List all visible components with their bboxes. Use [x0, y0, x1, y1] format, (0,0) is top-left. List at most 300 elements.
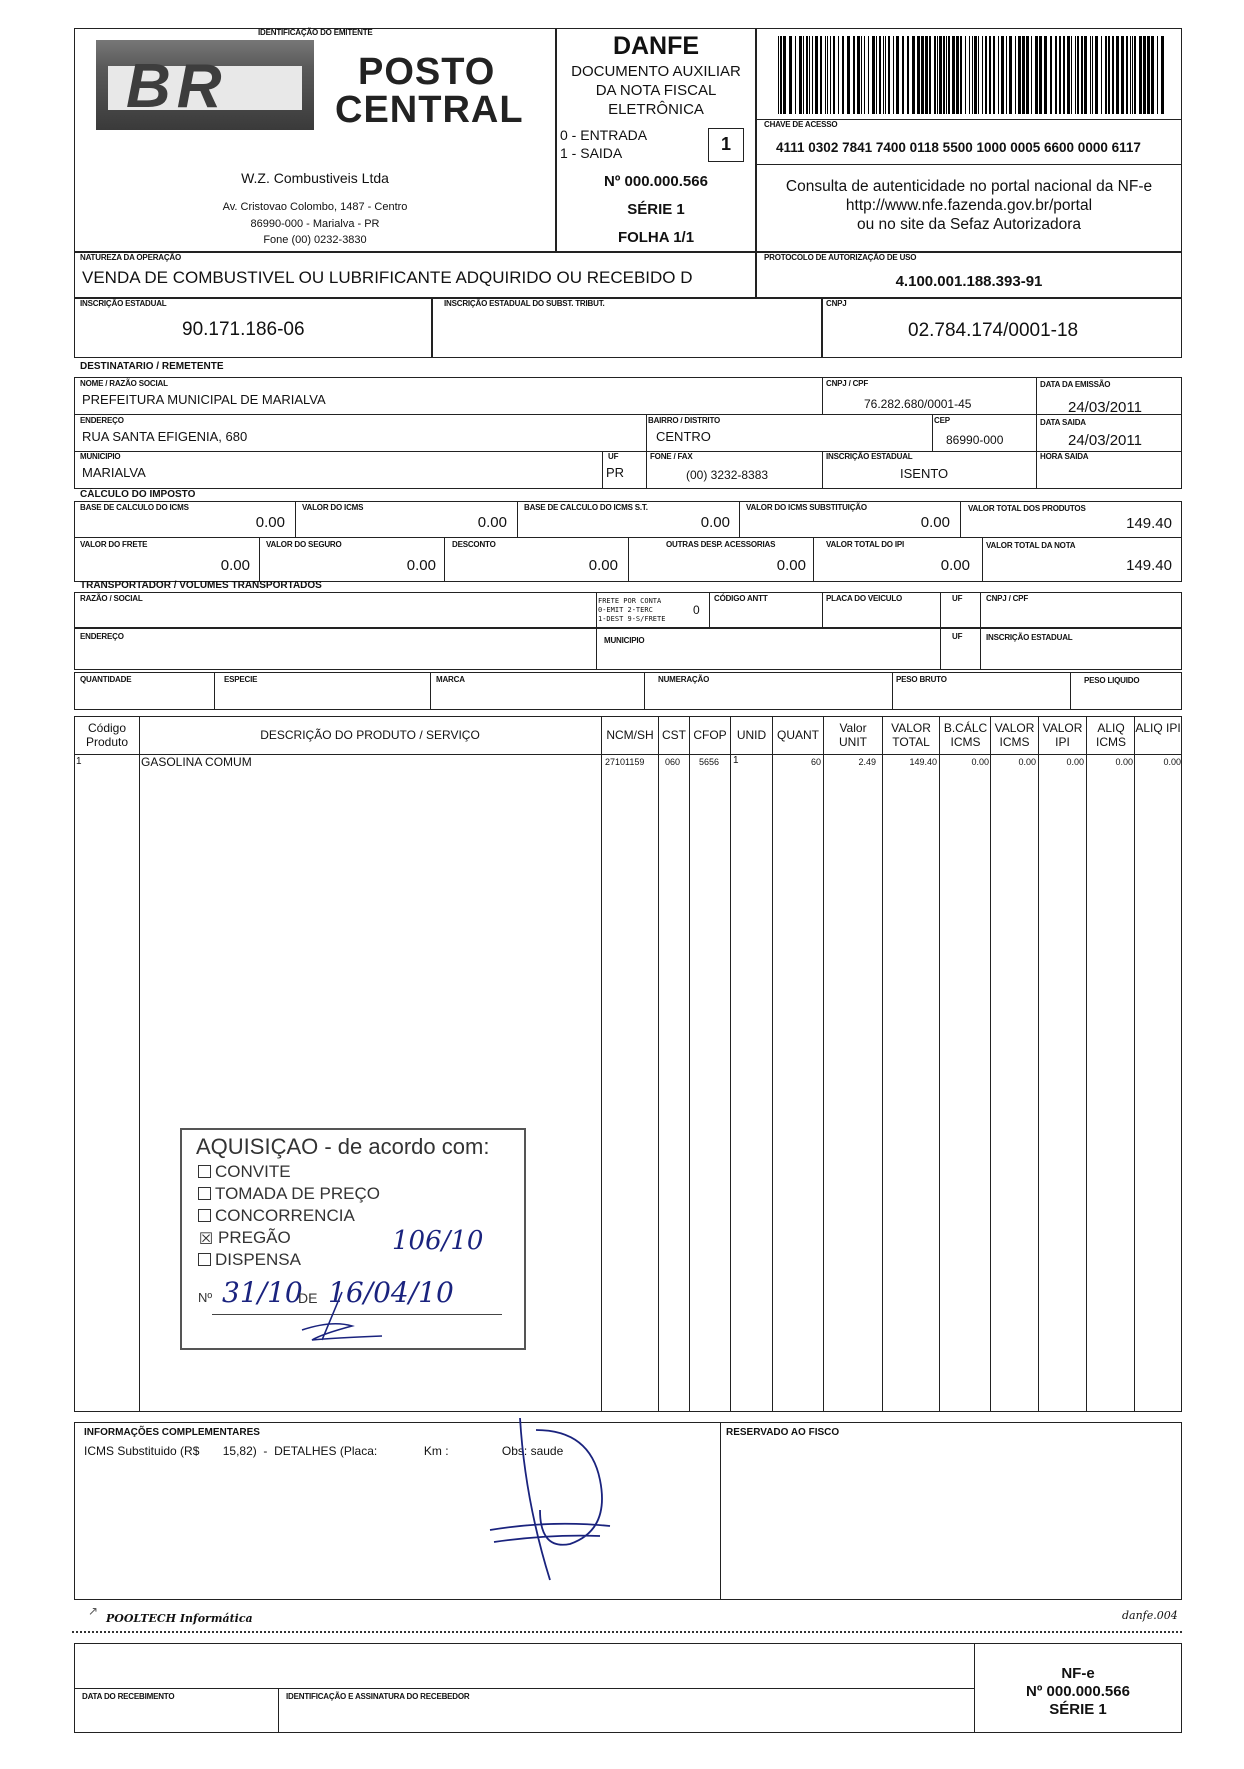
barcode-bar: [907, 36, 909, 114]
barcode-bar: [943, 36, 945, 114]
chave-divider-2: [756, 164, 1182, 165]
th-vipi: VALOR IPI: [1042, 721, 1083, 749]
tr-v9: [892, 672, 893, 710]
ie-label: INSCRIÇÃO ESTADUAL: [80, 299, 167, 308]
transp-liquido-label: PESO LIQUIDO: [1084, 676, 1140, 685]
barcode-bar: [1151, 36, 1154, 114]
emitente-endereco: Av. Cristovao Colombo, 1487 - Centro: [222, 201, 408, 213]
barcode-bar: [998, 36, 999, 114]
dest-saida: 24/03/2011: [1068, 432, 1142, 449]
chave-value: 4111 0302 7841 7400 0118 5500 1000 0005 6600 0000 6117: [776, 140, 1141, 155]
emitente-nome: W.Z. Combustiveis Ltda: [241, 170, 389, 186]
barcode-bar: [974, 36, 977, 114]
cnpj-label: CNPJ: [826, 299, 847, 308]
imp-v7: [628, 537, 629, 582]
transp-placa-label: PLACA DO VEICULO: [826, 594, 903, 603]
row-cst: 060: [665, 757, 681, 767]
dest-cnpj: 76.282.680/0001-45: [864, 397, 972, 411]
barcode-bar: [827, 36, 828, 114]
barcode-bar: [952, 36, 955, 114]
danfe-saida: 1 - SAIDA: [560, 145, 623, 161]
logo-central: CENTRAL: [335, 89, 524, 131]
column-divider: [1134, 716, 1135, 1412]
dest-h2: [74, 451, 1182, 452]
barcode-bar: [978, 36, 979, 114]
barcode-bar: [825, 36, 826, 114]
column-divider: [601, 716, 602, 1412]
row-vicms: 0.00: [1018, 757, 1036, 767]
transp-antt-label: CÓDIGO ANTT: [714, 594, 768, 603]
column-divider: [658, 716, 659, 1412]
dest-v4: [932, 414, 933, 451]
stamp-op2: [198, 1184, 380, 1204]
barcode-bar: [937, 36, 938, 114]
protocolo-label: PROTOCOLO DE AUTORIZAÇÃO DE USO: [764, 253, 917, 262]
danfe-tipo: 1: [720, 134, 731, 154]
imp-icms-value: 0.00: [477, 514, 507, 531]
canhoto-serie: SÉRIE 1: [1049, 1701, 1107, 1718]
column-divider: [139, 716, 140, 1412]
imp-ipi-value: 0.00: [940, 557, 970, 574]
ie-st-label: INSCRIÇÃO ESTADUAL DO SUBST. TRIBUT.: [444, 299, 605, 308]
dest-municipio: MARIALVA: [82, 465, 146, 480]
protocolo-value: 4.100.001.188.393-91: [895, 273, 1043, 290]
barcode-bar: [812, 36, 813, 114]
checked-box-icon: ☒: [198, 1231, 214, 1248]
barcode-bar: [993, 36, 995, 114]
th-aipi: ALIQ IPI: [1135, 721, 1181, 735]
barcode-bar: [1143, 36, 1146, 114]
dest-v1: [822, 377, 823, 414]
imp-seguro-label: VALOR DO SEGURO: [266, 540, 342, 549]
barcode-bar: [1116, 36, 1119, 114]
barcode-bar: [1031, 36, 1032, 114]
th-unid: UNID: [736, 728, 767, 742]
imp-totprod-label: VALOR TOTAL DOS PRODUTOS: [968, 504, 1086, 513]
barcode-bar: [929, 36, 931, 114]
stamp-op5: [198, 1250, 301, 1270]
barcode-bar: [1001, 36, 1004, 114]
barcode-bar: [1026, 36, 1029, 114]
barcode-bar: [969, 36, 970, 114]
barcode-bar: [847, 36, 850, 114]
barcode-bar: [872, 36, 875, 114]
barcode-bar: [1039, 36, 1042, 114]
row-ncm: 27101159: [605, 757, 645, 767]
imp-bcst-label: BASE DE CALCULO DO ICMS S.T.: [524, 503, 648, 512]
canhoto-h: [74, 1688, 974, 1689]
br-logo: [96, 40, 314, 130]
stamp-op3-label: CONCORRENCIA: [215, 1206, 355, 1225]
info-divider: [720, 1422, 721, 1600]
imp-outras-label: OUTRAS DESP. ACESSORIAS: [666, 540, 776, 549]
tr-v3: [822, 592, 823, 628]
emitente-cidade: 86990-000 - Marialva - PR: [250, 218, 380, 230]
barcode-bar: [803, 36, 804, 114]
barcode-bar: [982, 36, 983, 114]
barcode-bar: [921, 36, 924, 114]
dest-h1: [74, 414, 1182, 415]
barcode-bar: [925, 36, 928, 114]
dest-hora-label: HORA SAIDA: [1040, 452, 1089, 461]
barcode-bar: [939, 36, 942, 114]
barcode-bar: [1121, 36, 1124, 114]
barcode-bar: [1009, 36, 1012, 114]
barcode-bar: [934, 36, 936, 114]
row-codigo: 1: [76, 756, 82, 767]
canhoto-assinatura-label: IDENTIFICAÇÃO E ASSINATURA DO RECEBEDOR: [286, 1692, 470, 1701]
barcode-bar: [1006, 36, 1007, 114]
column-divider: [823, 716, 824, 1412]
canhoto-v2: [278, 1688, 279, 1733]
barcode-bar: [1090, 36, 1091, 114]
imp-v6: [444, 537, 445, 582]
danfe-title: DANFE: [612, 32, 700, 60]
dest-municipio-label: MUNICIPIO: [80, 452, 121, 461]
barcode-bar: [783, 36, 786, 114]
column-divider: [730, 716, 731, 1412]
tr-v6: [214, 672, 215, 710]
barcode-bar: [1059, 36, 1061, 114]
dest-v5: [602, 451, 603, 489]
canhoto-nfe: NF-e: [1061, 1665, 1095, 1682]
imp-v9: [982, 537, 983, 582]
barcode-bar: [1077, 36, 1079, 114]
transportador-section: TRANSPORTADOR / VOLUMES TRANSPORTADOS: [80, 580, 322, 591]
danfe-sub3: ELETRÔNICA: [608, 101, 704, 118]
row-vipi: 0.00: [1066, 757, 1084, 767]
stamp-data: 16/04/10: [328, 1276, 454, 1309]
dest-bairro: CENTRO: [656, 429, 711, 444]
dest-cep: 86990-000: [946, 433, 1004, 447]
imp-v5: [259, 537, 260, 582]
barcode-bar: [912, 36, 915, 114]
column-divider: [772, 716, 773, 1412]
imp-icmsst-value: 0.00: [920, 514, 950, 531]
stamp-title: AQUISIÇAO - de acordo com:: [196, 1134, 490, 1159]
checkbox-icon: [198, 1253, 211, 1266]
th-vtotal: VALOR TOTAL: [891, 721, 931, 749]
dest-uf-label: UF: [608, 452, 619, 461]
barcode-bar: [885, 36, 886, 114]
br-logo-text: BR: [126, 52, 228, 121]
transp-bruto-label: PESO BRUTO: [896, 675, 947, 684]
barcode-bar: [1130, 36, 1131, 114]
stamp-op4: [198, 1228, 291, 1248]
logo-posto: POSTO: [358, 51, 496, 93]
transp-frete-l2: 0-EMIT 2-TERC: [598, 606, 653, 614]
barcode-bar: [972, 36, 973, 114]
barcode-bar: [1161, 36, 1164, 114]
row-quant: 60: [810, 757, 821, 767]
destinatario-section: DESTINATARIO / REMETENTE: [80, 361, 224, 372]
transp-municipio-label: MUNICIPIO: [604, 636, 645, 645]
barcode-bar: [1022, 36, 1025, 114]
tr-v2: [709, 592, 710, 628]
dest-bairro-label: BAIRRO / DISTRITO: [648, 416, 721, 425]
barcode-bar: [799, 36, 802, 114]
transp-marca-label: MARCA: [436, 675, 465, 684]
barcode-bar: [1035, 36, 1038, 114]
imp-seguro-value: 0.00: [406, 557, 436, 574]
danfe-sub2: DA NOTA FISCAL: [595, 82, 717, 99]
row-cfop: 5656: [699, 757, 720, 767]
tr-v1: [596, 592, 597, 670]
dest-cep-label: CEP: [934, 416, 950, 425]
pooltech-icon: ↗: [88, 1604, 99, 1618]
barcode-bar: [838, 36, 839, 114]
barcode-bar: [1050, 36, 1052, 114]
aquisicao-stamp: [180, 1128, 526, 1350]
th-aicms: ALIQ ICMS: [1096, 721, 1126, 749]
imp-ipi-label: VALOR TOTAL DO IPI: [826, 540, 905, 549]
stamp-num-label: Nº: [198, 1290, 213, 1305]
barcode-bar: [806, 36, 808, 114]
imp-v3: [739, 501, 740, 537]
imp-bcst-value: 0.00: [700, 514, 730, 531]
imp-desconto-value: 0.00: [588, 557, 618, 574]
chave-label: CHAVE DE ACESSO: [764, 120, 838, 129]
th-quant: QUANT: [777, 728, 819, 742]
imp-totnota-label: VALOR TOTAL DA NOTA: [986, 541, 1076, 550]
transp-frete-l1: FRETE POR CONTA: [598, 597, 662, 605]
barcode-bar: [853, 36, 855, 114]
imp-bc-value: 0.00: [255, 514, 285, 531]
barcode-bar: [830, 36, 831, 114]
column-divider: [1086, 716, 1087, 1412]
barcode-bar: [1084, 36, 1087, 114]
barcode: [776, 36, 1166, 114]
barcode-bar: [893, 36, 894, 114]
barcode-bar: [1105, 36, 1107, 114]
stamp-op1: [198, 1162, 291, 1182]
transp-razao-label: RAZÃO / SOCIAL: [80, 594, 143, 603]
th-vunit: Valor UNIT: [839, 721, 867, 749]
transp-uf-label: UF: [952, 594, 963, 603]
dest-nome: PREFEITURA MUNICIPAL DE MARIALVA: [82, 392, 326, 407]
dest-v6: [646, 451, 647, 489]
barcode-bar: [896, 36, 899, 114]
danfe-numero: Nº 000.000.566: [604, 173, 708, 190]
dest-endereco-label: ENDEREÇO: [80, 416, 124, 425]
barcode-bar: [795, 36, 796, 114]
imp-icmsst-label: VALOR DO ICMS SUBSTITUIÇÃO: [746, 503, 867, 512]
column-divider: [990, 716, 991, 1412]
column-divider: [689, 716, 690, 1412]
barcode-bar: [956, 36, 959, 114]
barcode-bar: [888, 36, 890, 114]
dest-emissao-label: DATA DA EMISSÃO: [1040, 380, 1111, 389]
imposto-section: CÁLCULO DO IMPOSTO: [80, 489, 196, 500]
tr-v8: [644, 672, 645, 710]
stamp-de-label: DE: [298, 1290, 318, 1306]
fisco-label: RESERVADO AO FISCO: [726, 1427, 840, 1438]
chave-consulta2[interactable]: http://www.nfe.fazenda.gov.br/portal: [845, 197, 1093, 214]
barcode-bar: [1112, 36, 1114, 114]
barcode-bar: [820, 36, 822, 114]
dest-v2: [1036, 377, 1037, 489]
transp-qtd-label: QUANTIDADE: [80, 675, 132, 684]
barcode-bar: [1126, 36, 1128, 114]
imp-outras-value: 0.00: [776, 557, 806, 574]
th-cfop: CFOP: [693, 728, 727, 742]
barcode-bar: [815, 36, 818, 114]
row-vtotal: 149.40: [909, 757, 937, 767]
barcode-bar: [1101, 36, 1102, 114]
th-descricao: DESCRIÇÃO DO PRODUTO / SERVIÇO: [260, 728, 480, 742]
barcode-bar: [1134, 36, 1136, 114]
dest-nome-label: NOME / RAZÃO SOCIAL: [80, 379, 168, 388]
dest-emissao: 24/03/2011: [1068, 399, 1142, 416]
barcode-bar: [1055, 36, 1057, 114]
barcode-bar: [868, 36, 869, 114]
tr-v4: [940, 592, 941, 670]
imp-desconto-label: DESCONTO: [452, 540, 496, 549]
dest-v7: [822, 451, 823, 489]
barcode-bar: [879, 36, 881, 114]
signature-icon: [480, 1410, 630, 1590]
danfe-sub1: DOCUMENTO AUXILIAR: [571, 63, 741, 80]
barcode-bar: [1132, 36, 1133, 114]
row-aicms: 0.00: [1115, 757, 1133, 767]
info-text: ICMS Substituido (R$ 15,82) - DETALHES (Placa: Km : Obs: saude: [84, 1444, 564, 1458]
imp-v2: [517, 501, 518, 537]
barcode-bar: [1044, 36, 1047, 114]
stamp-op5-label: DISPENSA: [215, 1250, 301, 1269]
transp-ie-label: INSCRIÇÃO ESTADUAL: [986, 633, 1073, 642]
natureza-value: VENDA DE COMBUSTIVEL OU LUBRIFICANTE ADQUIRIDO OU RECEBIDO D: [82, 268, 693, 287]
barcode-bar: [780, 36, 782, 114]
barcode-bar: [1147, 36, 1150, 114]
danfe-serie: SÉRIE 1: [627, 201, 685, 218]
cnpj-value: 02.784.174/0001-18: [908, 320, 1079, 341]
transp-cnpj-label: CNPJ / CPF: [986, 594, 1029, 603]
barcode-bar: [876, 36, 877, 114]
barcode-bar: [809, 36, 810, 114]
transp-frete-l3: 1-DEST 9-S/FRETE: [598, 615, 666, 623]
barcode-bar: [833, 36, 835, 114]
barcode-bar: [1108, 36, 1110, 114]
row-aipi: 0.00: [1163, 757, 1181, 767]
row-bcicms: 0.00: [971, 757, 989, 767]
barcode-bar: [965, 36, 966, 114]
row-descricao: GASOLINA COMUM: [141, 755, 252, 769]
tr-v10: [1070, 672, 1071, 710]
footer-form: danfe.004: [1122, 1609, 1178, 1622]
chave-consulta1: Consulta de autenticidade no portal nacional da NF-e: [785, 178, 1153, 195]
tr-v7: [430, 672, 431, 710]
barcode-bar: [1081, 36, 1083, 114]
imp-frete-label: VALOR DO FRETE: [80, 540, 148, 549]
barcode-bar: [778, 36, 779, 114]
barcode-bar: [989, 36, 991, 114]
row-unid: 1: [733, 755, 739, 766]
canhoto-data-label: DATA DO RECEBIMENTO: [82, 1692, 175, 1701]
barcode-bar: [1157, 36, 1158, 114]
barcode-bar: [1067, 36, 1070, 114]
info-label: INFORMAÇÕES COMPLEMENTARES: [84, 1427, 260, 1438]
dest-ie: ISENTO: [900, 466, 949, 481]
barcode-bar: [948, 36, 950, 114]
stamp-op1-label: CONVITE: [215, 1162, 291, 1181]
barcode-bar: [1018, 36, 1021, 114]
dest-ie-label: INSCRIÇÃO ESTADUAL: [826, 452, 913, 461]
chave-consulta3: ou no site da Sefaz Autorizadora: [856, 216, 1082, 233]
stamp-pregao-num: 106/10: [392, 1226, 484, 1256]
barcode-bar: [902, 36, 904, 114]
barcode-bar: [985, 36, 987, 114]
imp-v4: [960, 501, 961, 537]
dest-uf: PR: [606, 465, 625, 480]
dest-saida-label: DATA SAIDA: [1040, 418, 1086, 427]
footer-software: POOLTECH Informática: [106, 1612, 253, 1625]
column-divider: [882, 716, 883, 1412]
barcode-bar: [917, 36, 920, 114]
dest-v3: [646, 414, 647, 451]
barcode-bar: [1075, 36, 1076, 114]
checkbox-icon: [198, 1187, 211, 1200]
barcode-bar: [857, 36, 860, 114]
imp-totprod-value: 149.40: [1126, 515, 1172, 532]
stamp-op4-label: PREGÃO: [218, 1228, 291, 1247]
dest-endereco: RUA SANTA EFIGENIA, 680: [82, 429, 248, 444]
th-ncm: NCM/SH: [606, 728, 654, 742]
barcode-bar: [1063, 36, 1065, 114]
natureza-label: NATUREZA DA OPERAÇÃO: [80, 253, 182, 262]
row-vunit: 2.49: [858, 757, 876, 767]
column-divider: [939, 716, 940, 1412]
barcode-bar: [864, 36, 865, 114]
imp-v8: [813, 537, 814, 582]
danfe-entrada: 0 - ENTRADA: [560, 127, 648, 143]
barcode-bar: [1095, 36, 1098, 114]
checkbox-icon: [198, 1209, 211, 1222]
dest-fone: (00) 3232-8383: [686, 468, 769, 482]
barcode-bar: [883, 36, 884, 114]
barcode-bar: [861, 36, 862, 114]
imp-totnota-value: 149.40: [1126, 557, 1172, 574]
stamp-signature-icon: [292, 1290, 392, 1350]
barcode-bar: [842, 36, 844, 114]
imp-frete-value: 0.00: [220, 557, 250, 574]
dest-fone-label: FONE / FAX: [650, 452, 693, 461]
barcode-bar: [1071, 36, 1072, 114]
th-bcicms: B.CÁLC ICMS: [943, 721, 988, 749]
dest-cnpj-label: CNPJ / CPF: [826, 379, 869, 388]
barcode-bar: [789, 36, 792, 114]
column-divider: [1038, 716, 1039, 1412]
transp-uf2-label: UF: [952, 632, 963, 641]
ie-value: 90.171.186-06: [182, 319, 305, 340]
imp-v1: [295, 501, 296, 537]
barcode-bar: [1015, 36, 1016, 114]
canhoto-numero: Nº 000.000.566: [1026, 1683, 1130, 1700]
emitente-label: IDENTIFICAÇÃO DO EMITENTE: [258, 28, 373, 37]
transp-endereco-label: ENDEREÇO: [80, 632, 124, 641]
tr-v5: [980, 592, 981, 670]
th-cst: CST: [662, 728, 686, 742]
stamp-op3: [198, 1206, 355, 1226]
barcode-bar: [960, 36, 962, 114]
imp-icms-label: VALOR DO ICMS: [302, 503, 364, 512]
danfe-folha: FOLHA 1/1: [617, 229, 695, 246]
cut-line: [72, 1631, 1182, 1633]
th-codigo: Código Produto: [85, 721, 129, 749]
stamp-num: 31/10: [222, 1276, 303, 1309]
th-vicms: VALOR ICMS: [994, 721, 1035, 749]
barcode-bar: [1092, 36, 1093, 114]
barcode-bar: [946, 36, 947, 114]
